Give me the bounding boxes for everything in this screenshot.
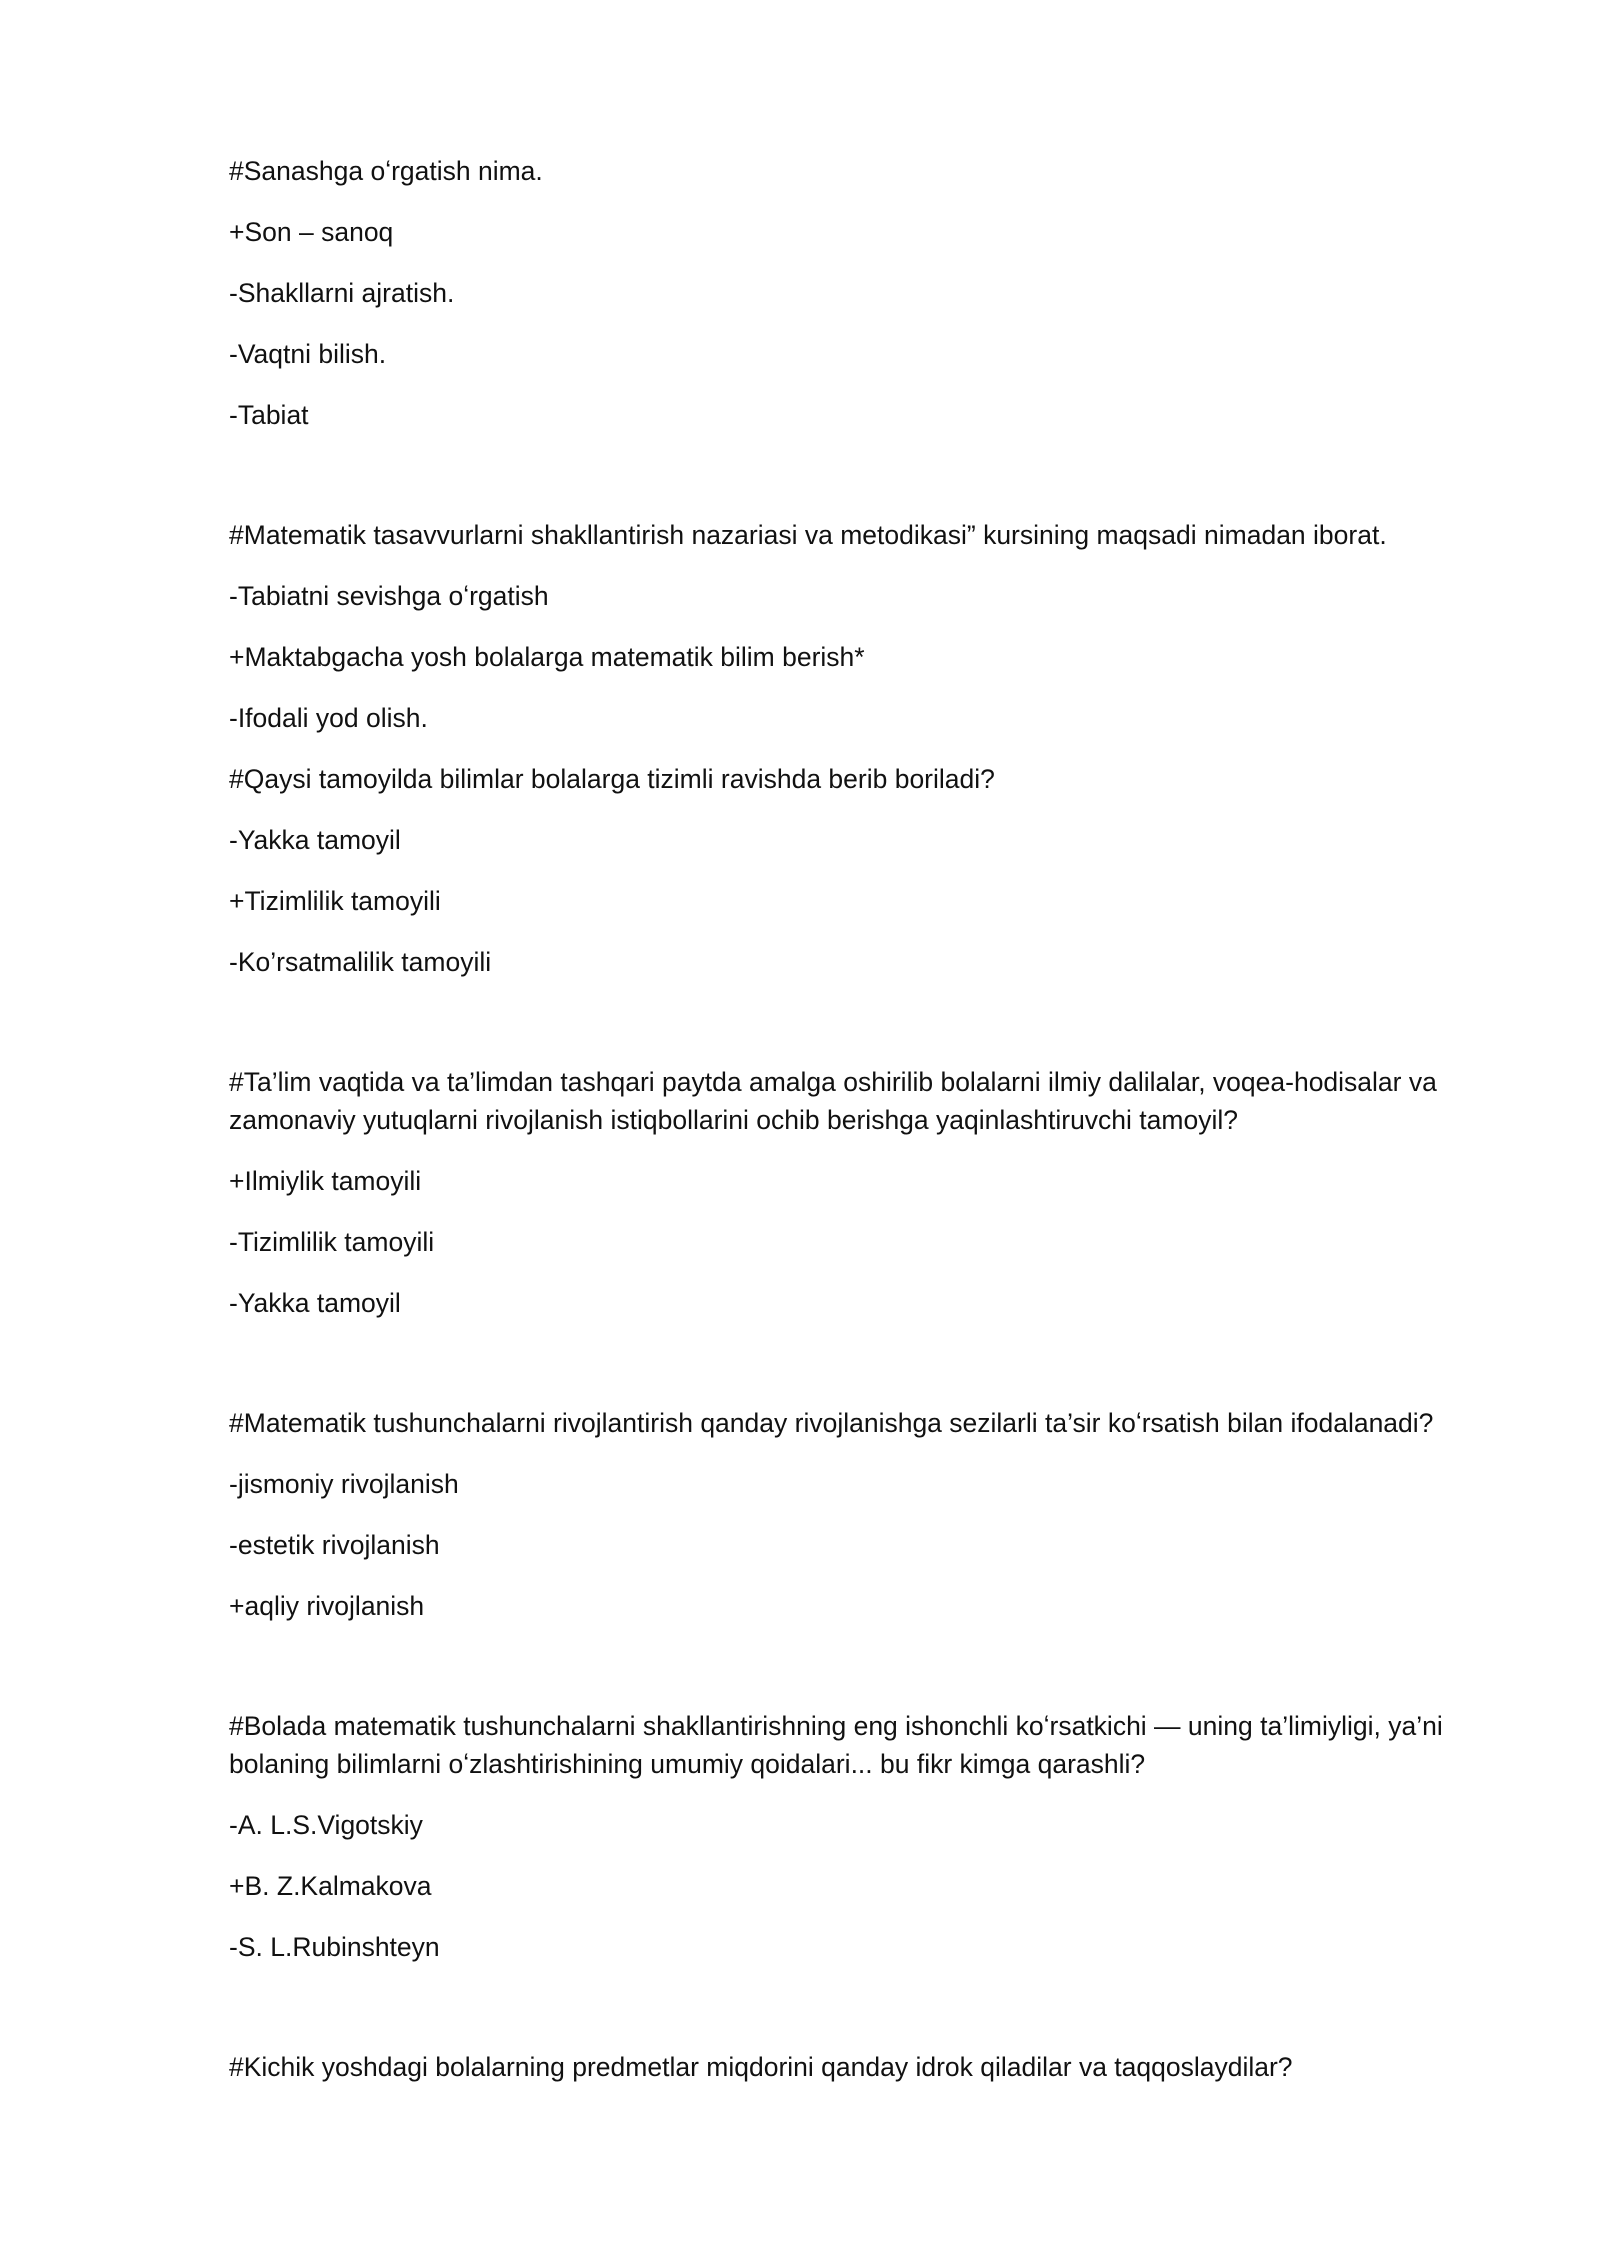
answer-option: -S. L.Rubinshteyn (229, 1932, 440, 1962)
answer-option: +Ilmiylik tamoyili (229, 1166, 422, 1196)
answer-option: -Tabiatni sevishga oʻrgatish (229, 581, 549, 611)
answer-option: -Shakllarni ajratish. (229, 278, 455, 308)
question-text: #Matematik tasavvurlarni shakllantirish nazariasi va metodikasi” kursining maqsadi nimadan iborat. (229, 520, 1387, 550)
question-block (229, 1707, 1509, 1966)
answer-option: -Yakka tamoyil (229, 825, 401, 855)
answer-option: +B. Z.Kalmakova (229, 1871, 432, 1901)
question-block (229, 1063, 1509, 1322)
document-content (229, 152, 1509, 2109)
question-text: #Bolada matematik tushunchalarni shakllantirishning eng ishonchli koʻrsatkichi — uning ta’limiyligi, ya’ni bolaning bilimlarni oʻzlashtirishining umumiy qoidalari... bu fikr kimga qarashli? (229, 1711, 1451, 1779)
answer-option: -Ko’rsatmalilik tamoyili (229, 947, 492, 977)
question-text: #Sanashga oʻrgatish nima. (229, 156, 543, 186)
answer-option: +Tizimlilik tamoyili (229, 886, 441, 916)
answer-option: -estetik rivojlanish (229, 1530, 440, 1560)
answer-option: -Tabiat (229, 400, 309, 430)
block-spacer (229, 1004, 1509, 1063)
question-text: #Kichik yoshdagi bolalarning predmetlar miqdorini qanday idrok qiladilar va taqqoslaydilar? (229, 2052, 1293, 2082)
answer-option: -A. L.S.Vigotskiy (229, 1810, 423, 1840)
question-block (229, 152, 1509, 434)
question-block (229, 2048, 1509, 2086)
question-text: #Ta’lim vaqtida va ta’limdan tashqari paytda amalga oshirilib bolalarni ilmiy dalilalar, voqea-hodisalar va zamonaviy yutuqlarni rivojlanish istiqbollarini ochib berishga yaqinlashtiruvchi tamoyil? (229, 1067, 1445, 1135)
block-spacer (229, 1989, 1509, 2048)
question-block (229, 516, 1509, 737)
answer-option: +aqliy rivojlanish (229, 1591, 425, 1621)
block-spacer (229, 1648, 1509, 1707)
question-text: #Matematik tushunchalarni rivojlantirish qanday rivojlanishga sezilarli ta’sir koʻrsatish bilan ifodalanadi? (229, 1408, 1434, 1438)
question-block (229, 760, 1509, 981)
answer-option: -jismoniy rivojlanish (229, 1469, 459, 1499)
answer-option: -Tizimlilik tamoyili (229, 1227, 435, 1257)
block-spacer (229, 457, 1509, 516)
question-block (229, 1404, 1509, 1625)
answer-option: -Yakka tamoyil (229, 1288, 401, 1318)
answer-option: +Maktabgacha yosh bolalarga matematik bilim berish* (229, 642, 865, 672)
answer-option: +Son – sanoq (229, 217, 394, 247)
block-spacer (229, 1345, 1509, 1404)
question-text: #Qaysi tamoyilda bilimlar bolalarga tizimli ravishda berib boriladi? (229, 764, 995, 794)
answer-option: -Vaqtni bilish. (229, 339, 387, 369)
answer-option: -Ifodali yod olish. (229, 703, 428, 733)
